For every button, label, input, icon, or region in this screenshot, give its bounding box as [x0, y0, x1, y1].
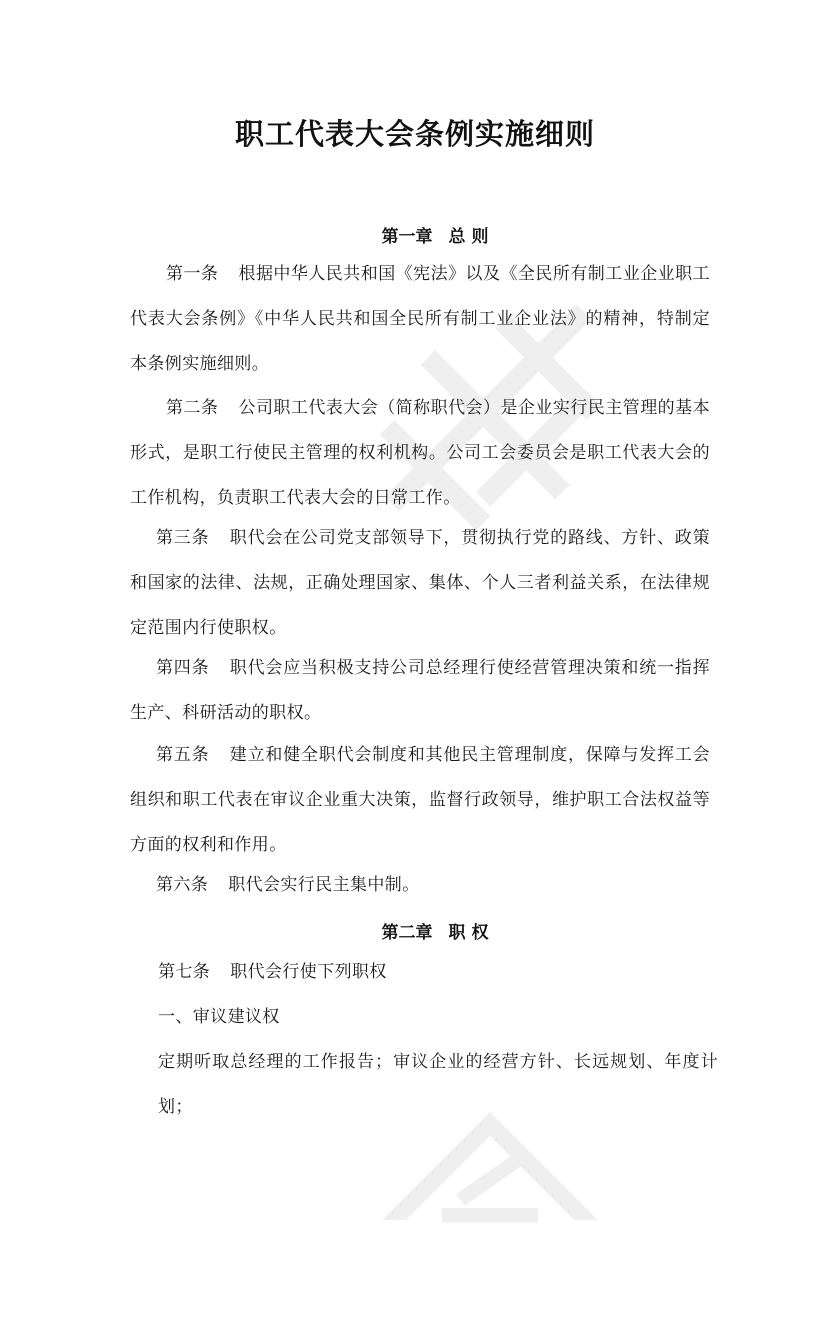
article-paragraph [130, 386, 710, 521]
article-paragraph [130, 516, 710, 651]
article-number: 第二条 [166, 398, 219, 418]
article-text: 职代会在公司党支部领导下，贯彻执行党的路线、方针、政策和国家的法律、法规，正确处理国家、集体、个人三者利益关系，在法律规定范围内行使职权。 [130, 528, 710, 638]
document-title: 职工代表大会条例实施细则 [234, 117, 595, 151]
article-text: 建立和健全职代会制度和其他民主管理制度，保障与发挥工会组织和职工代表在审议企业重大决策，监督行政领导，维护职工合法权益等方面的权利和作用。 [130, 745, 710, 855]
chapter-number: 第一章 [381, 227, 433, 247]
article-number: 第七条 [158, 962, 211, 982]
article-text: 职代会行使下列职权 [230, 962, 387, 982]
article-text: 根据中华人民共和国《宪法》以及《全民所有制工业企业职工代表大会条例》《中华人民共和国全民所有制工业企业法》的精神，特制定本条例实施细则。 [130, 264, 710, 374]
article-text: 职代会实行民主集中制。 [228, 875, 420, 895]
article-paragraph [130, 252, 710, 387]
paragraph-text: 定期听取总经理的工作报告；审议企业的经营方针、长远规划、年度计划； [158, 1052, 718, 1117]
article-number: 第五条 [156, 745, 210, 765]
article-paragraph [130, 863, 710, 908]
article-text: 职代会应当积极支持公司总经理行使经营管理决策和统一指挥生产、科研活动的职权。 [130, 658, 710, 723]
chapter-title: 总 则 [448, 227, 489, 247]
list-item-label: 一、审议建议权 [158, 1007, 280, 1027]
body-paragraph [158, 1040, 718, 1130]
article-paragraph [158, 950, 718, 995]
article-paragraph [130, 733, 710, 868]
chapter-heading [0, 918, 830, 943]
article-number: 第四条 [156, 658, 210, 678]
article-number: 第三条 [156, 528, 210, 548]
article-number: 第六条 [156, 875, 209, 895]
watermark-icon [370, 1100, 610, 1340]
article-text: 公司职工代表大会（简称职代会）是企业实行民主管理的基本形式，是职工行使民主管理的权利机构。公司工会委员会是职工代表大会的工作机构，负责职工代表大会的日常工作。 [130, 398, 710, 508]
chapter-number: 第二章 [381, 923, 433, 943]
chapter-heading [0, 222, 830, 247]
article-paragraph [130, 646, 710, 736]
chapter-title: 职 权 [448, 923, 489, 943]
article-number: 第一条 [166, 264, 219, 284]
list-item-heading [158, 995, 718, 1040]
